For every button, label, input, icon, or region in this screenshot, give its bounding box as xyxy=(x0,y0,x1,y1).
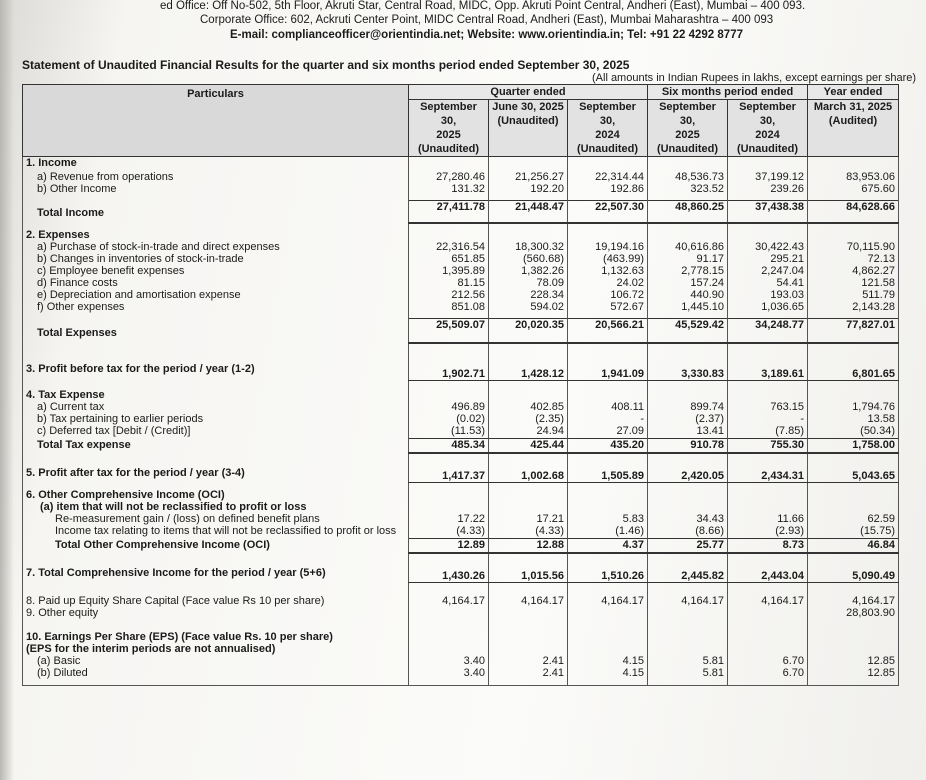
oci-values: 17.22 (4.33) xyxy=(409,513,489,539)
total-expenses-value: 77,827.01 xyxy=(808,319,899,343)
total-oci-value: 12.89 xyxy=(409,539,489,553)
eps-heading: 10. Earnings Per Share (EPS) (Face value Rs. 10 per share) (EPS for the interim periods are not annualised) xyxy=(23,621,409,655)
income-values: 22,314.44 192.86 xyxy=(568,171,648,201)
col-header-sep-2024: September 30, 2024 (Unaudited) xyxy=(568,100,648,157)
total-expenses-value: 25,509.07 xyxy=(409,319,489,343)
total-income-label: Total Income xyxy=(23,201,409,223)
eps-values: 6.70 6.70 xyxy=(728,655,808,685)
income-items: a) Revenue from operations b) Other Income xyxy=(23,171,409,201)
pbt-value: 3,330.83 xyxy=(648,343,728,381)
amount-note: (All amounts in Indian Rupees in lakhs, except earnings per share) xyxy=(592,72,917,84)
oci-values: 62.59 (15.75) xyxy=(808,513,899,539)
tax-items: a) Current tax b) Tax pertaining to earlier periods c) Deferred tax [Debit / (Credit)] xyxy=(23,401,409,439)
total-oci-label: Total Other Comprehensive Income (OCI) xyxy=(23,539,409,553)
total-oci-value: 46.84 xyxy=(808,539,899,553)
total-tax-value: 485.34 xyxy=(409,439,489,453)
expense-items: a) Purchase of stock-in-trade and direct expenses b) Changes in inventories of stock-in-trade c) Employee benefit expenses d) Finance costs e) Depreciation and amortisation expense f) Other expenses xyxy=(23,241,409,319)
equity-capital-label: 8. Paid up Equity Share Capital (Face value Rs 10 per share) xyxy=(23,583,409,608)
particulars-header: Particulars xyxy=(23,85,409,157)
eps-values: 3.40 3.40 xyxy=(409,655,489,685)
income-values: 21,256.27 192.20 xyxy=(489,171,568,201)
expenses-heading: 2. Expenses xyxy=(23,223,409,241)
total-income-value: 21,448.47 xyxy=(489,201,568,223)
equity-capital-value: 4,164.17 xyxy=(409,583,489,608)
oci-items: Re-measurement gain / (loss) on defined benefit plans Income tax relating to items that will not be reclassified to profit or loss xyxy=(23,513,409,539)
tax-values: 763.15 - (7.85) xyxy=(728,401,808,439)
expense-values: 40,616.86 91.17 2,778.15 157.24 440.90 1,445.10 xyxy=(648,241,728,319)
pat-label: 5. Profit after tax for the period / year (3-4) xyxy=(23,453,409,483)
tax-values: 408.11 - 27.09 xyxy=(568,401,648,439)
income-values: 27,280.46 131.32 xyxy=(409,171,489,201)
oci-values: 34.43 (8.66) xyxy=(648,513,728,539)
total-tax-value: 910.78 xyxy=(648,439,728,453)
tci-value: 5,090.49 xyxy=(808,553,899,583)
eps-values: 12.85 12.85 xyxy=(808,655,899,685)
pbt-value: 1,941.09 xyxy=(568,343,648,381)
oci-subheading: (a) item that will not be reclassified to profit or loss xyxy=(40,500,307,513)
col-header-sep-2025: September 30, 2025 (Unaudited) xyxy=(409,100,489,157)
tci-value: 2,443.04 xyxy=(728,553,808,583)
tci-value: 2,445.82 xyxy=(648,553,728,583)
pat-value: 2,420.05 xyxy=(648,453,728,483)
quarter-ended-header: Quarter ended xyxy=(409,85,648,100)
total-tax-label: Total Tax expense xyxy=(23,439,409,453)
pbt-value: 1,428.12 xyxy=(489,343,568,381)
statement-title: Statement of Unaudited Financial Results for the quarter and six months period ended September 30, 2025 xyxy=(22,58,630,72)
expense-values: 30,422.43 295.21 2,247.04 54.41 193.03 1,036.65 xyxy=(728,241,808,319)
eps-values: 5.81 5.81 xyxy=(648,655,728,685)
tax-values: 1,794.76 13.58 (50.34) xyxy=(808,401,899,439)
oci-values: 5.83 (1.46) xyxy=(568,513,648,539)
eps-items: (a) Basic (b) Diluted xyxy=(23,655,409,685)
corporate-office: Corporate Office: 602, Ackruti Center Point, MIDC Central Road, Andheri (East), Mumbai Maharashtra – 400 093 xyxy=(200,14,774,26)
total-expenses-value: 20,020.35 xyxy=(489,319,568,343)
pbt-value: 3,189.61 xyxy=(728,343,808,381)
other-equity-value: 28,803.90 xyxy=(808,607,899,621)
total-income-value: 27,411.78 xyxy=(409,201,489,223)
total-expenses-label: Total Expenses xyxy=(23,319,409,343)
total-expenses-value: 20,566.21 xyxy=(568,319,648,343)
expense-values: 70,115.90 72.13 4,862.27 121.58 511.79 2,143.28 xyxy=(808,241,899,319)
other-equity-label: 9. Other equity xyxy=(23,607,409,621)
year-ended-header: Year ended xyxy=(808,85,899,100)
total-oci-value: 12.88 xyxy=(489,539,568,553)
pbt-value: 6,801.65 xyxy=(808,343,899,381)
registered-office: ed Office: Off No-502, 5th Floor, Akruti Star, Central Road, MIDC, Opp. Akruti Point Central, Andheri (East), Mumbai – 400 093. xyxy=(160,0,806,12)
total-oci-value: 4.37 xyxy=(568,539,648,553)
contact-line: E-mail: complianceofficer@orientindia.net; Website: www.orientindia.in; Tel: +91 22 4292 8777 xyxy=(230,29,743,41)
pat-value: 2,434.31 xyxy=(728,453,808,483)
income-values: 37,199.12 239.26 xyxy=(728,171,808,201)
financial-results-table xyxy=(22,84,899,686)
pat-value: 1,417.37 xyxy=(409,453,489,483)
col-header-jun-2025: June 30, 2025 (Unaudited) xyxy=(489,100,568,157)
tci-value: 1,510.26 xyxy=(568,553,648,583)
pat-value: 5,043.65 xyxy=(808,453,899,483)
pbt-value: 1,902.71 xyxy=(409,343,489,381)
total-tax-value: 425.44 xyxy=(489,439,568,453)
expense-values: 18,300.32 (560.68) 1,382.26 78.09 228.34 594.02 xyxy=(489,241,568,319)
income-values: 48,536.73 323.52 xyxy=(648,171,728,201)
equity-capital-value: 4,164.17 xyxy=(489,583,568,608)
col-header-6m-sep-2024: September 30, 2024 (Unaudited) xyxy=(728,100,808,157)
tax-values: 496.89 (0.02) (11.53) xyxy=(409,401,489,439)
total-tax-value: 1,758.00 xyxy=(808,439,899,453)
eps-note: (EPS for the interim periods are not annualised) xyxy=(26,643,276,655)
equity-capital-value: 4,164.17 xyxy=(648,583,728,608)
total-income-value: 84,628.66 xyxy=(808,201,899,223)
tci-value: 1,015.56 xyxy=(489,553,568,583)
oci-values: 11.66 (2.93) xyxy=(728,513,808,539)
tax-values: 402.85 (2.35) 24.94 xyxy=(489,401,568,439)
total-income-value: 22,507.30 xyxy=(568,201,648,223)
total-tax-value: 435.20 xyxy=(568,439,648,453)
total-oci-value: 25.77 xyxy=(648,539,728,553)
expense-values: 19,194.16 (463.99) 1,132.63 24.02 106.72 572.67 xyxy=(568,241,648,319)
equity-capital-value: 4,164.17 xyxy=(568,583,648,608)
income-heading: 1. Income xyxy=(23,157,409,171)
col-header-mar-2025: March 31, 2025 (Audited) xyxy=(808,100,899,157)
oci-heading: 6. Other Comprehensive Income (OCI) (a) item that will not be reclassified to profit or loss xyxy=(23,483,409,513)
six-months-header: Six months period ended xyxy=(648,85,808,100)
pbt-label: 3. Profit before tax for the period / year (1-2) xyxy=(23,343,409,381)
total-tax-value: 755.30 xyxy=(728,439,808,453)
equity-capital-value: 4,164.17 xyxy=(728,583,808,608)
income-values: 83,953.06 675.60 xyxy=(808,171,899,201)
page-edge-shadow xyxy=(0,0,14,780)
total-oci-value: 8.73 xyxy=(728,539,808,553)
tci-value: 1,430.26 xyxy=(409,553,489,583)
eps-values: 2.41 2.41 xyxy=(489,655,568,685)
total-income-value: 48,860.25 xyxy=(648,201,728,223)
oci-values: 17.21 (4.33) xyxy=(489,513,568,539)
expense-values: 22,316.54 651.85 1,395.89 81.15 212.56 851.08 xyxy=(409,241,489,319)
total-expenses-value: 45,529.42 xyxy=(648,319,728,343)
pat-value: 1,505.89 xyxy=(568,453,648,483)
total-income-value: 37,438.38 xyxy=(728,201,808,223)
tax-heading: 4. Tax Expense xyxy=(23,381,409,401)
pat-value: 1,002.68 xyxy=(489,453,568,483)
tax-values: 899.74 (2.37) 13.41 xyxy=(648,401,728,439)
eps-values: 4.15 4.15 xyxy=(568,655,648,685)
equity-capital-value: 4,164.17 xyxy=(808,583,899,608)
col-header-6m-sep-2025: September 30, 2025 (Unaudited) xyxy=(648,100,728,157)
tci-label: 7. Total Comprehensive Income for the period / year (5+6) xyxy=(23,553,409,583)
total-expenses-value: 34,248.77 xyxy=(728,319,808,343)
